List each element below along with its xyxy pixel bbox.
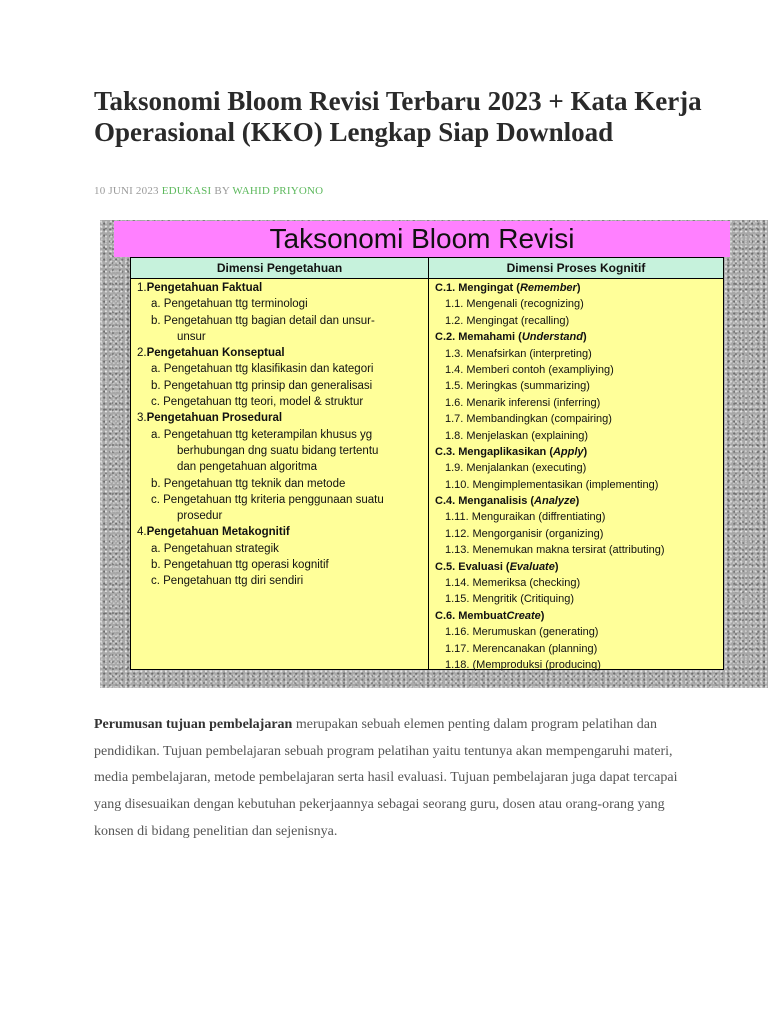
cognitive-subitem <box>435 460 721 476</box>
cognitive-text: 1.2. Mengingat (recalling) <box>445 314 570 327</box>
cognitive-subitem <box>435 296 721 312</box>
cognitive-subitem <box>435 641 721 657</box>
cognitive-subitem <box>435 575 721 591</box>
cognitive-subitem <box>435 378 721 394</box>
cognitive-dimension-header: Dimensi Proses Kognitif <box>429 258 723 279</box>
knowledge-text: prosedur <box>177 510 223 523</box>
cognitive-subitem <box>435 509 721 525</box>
knowledge-subitem <box>137 296 423 312</box>
knowledge-text: b. Pengetahuan ttg bagian detail dan unsur- <box>151 314 375 327</box>
cognitive-category <box>435 559 721 575</box>
cognitive-english-term: Apply <box>552 445 584 458</box>
knowledge-text: Pengetahuan Metakognitif <box>146 526 290 539</box>
cognitive-category <box>435 444 721 460</box>
knowledge-number: 2. <box>137 347 147 360</box>
knowledge-text: c. Pengetahuan ttg teori, model & struktur <box>151 396 364 409</box>
knowledge-subitem <box>137 508 423 524</box>
knowledge-text: b. Pengetahuan ttg operasi kognitif <box>151 559 329 572</box>
post-date: 10 JUNI 2023 <box>94 185 159 197</box>
cognitive-english-term: Analyze <box>534 495 576 508</box>
column-divider <box>428 258 429 669</box>
cognitive-subitem <box>435 395 721 411</box>
knowledge-category <box>137 345 423 361</box>
knowledge-subitem <box>137 443 423 459</box>
knowledge-subitem <box>137 313 423 329</box>
cognitive-close-paren: ) <box>575 495 580 508</box>
by-label: BY <box>214 185 230 197</box>
cognitive-subitem <box>435 313 721 329</box>
knowledge-subitem <box>137 329 423 345</box>
knowledge-subitem <box>137 476 423 492</box>
cognitive-text: 1.5. Meringkas (summarizing) <box>445 380 590 393</box>
cognitive-subitem <box>435 526 721 542</box>
knowledge-text: a. Pengetahuan ttg keterampilan khusus yg <box>151 428 373 441</box>
knowledge-subitem <box>137 394 423 410</box>
knowledge-subitem <box>137 361 423 377</box>
cognitive-dimension-list <box>435 280 721 673</box>
cognitive-text: C.4. Menganalisis ( <box>435 495 535 508</box>
knowledge-dimension-header: Dimensi Pengetahuan <box>131 258 429 279</box>
knowledge-subitem <box>137 492 423 508</box>
cognitive-text: 1.15. Mengritik (Critiquing) <box>445 593 574 606</box>
cognitive-text: 1.7. Membandingkan (compairing) <box>445 413 612 426</box>
cognitive-close-paren: ) <box>554 560 559 573</box>
cognitive-text: C.1. Mengingat ( <box>435 282 520 294</box>
cognitive-text: 1.1. Mengenali (recognizing) <box>445 298 584 311</box>
knowledge-text: dan pengetahuan algoritma <box>177 461 318 474</box>
knowledge-subitem <box>137 459 423 475</box>
cognitive-text: 1.6. Menarik inferensi (inferring) <box>445 396 601 409</box>
cognitive-text: 1.16. Merumuskan (generating) <box>445 626 599 639</box>
paragraph-lead: Perumusan tujuan pembelajaran <box>94 717 293 732</box>
knowledge-subitem <box>137 557 423 573</box>
knowledge-dimension-list <box>137 280 423 590</box>
cognitive-subitem <box>435 542 721 558</box>
category-link[interactable]: EDUKASI <box>161 185 212 197</box>
cognitive-text: C.2. Memahami ( <box>435 331 522 344</box>
cognitive-text: 1.3. Menafsirkan (interpreting) <box>445 347 592 360</box>
featured-image <box>100 220 768 688</box>
cognitive-subitem <box>435 657 721 673</box>
author-link[interactable]: WAHID PRIYONO <box>232 185 324 197</box>
knowledge-text: Pengetahuan Prosedural <box>146 412 283 425</box>
knowledge-text: b. Pengetahuan ttg teknik dan metode <box>151 477 346 490</box>
knowledge-number: 3. <box>137 412 147 425</box>
knowledge-category <box>137 280 423 296</box>
cognitive-text: C.6. Membuat <box>435 609 507 622</box>
cognitive-text: C.5. Evaluasi ( <box>435 560 510 573</box>
cognitive-category <box>435 608 721 624</box>
cognitive-category <box>435 280 721 296</box>
cognitive-english-term: Create <box>506 609 541 622</box>
cognitive-category <box>435 329 721 345</box>
cognitive-text: 1.10. Mengimplementasikan (implementing) <box>445 478 659 491</box>
cognitive-text: 1.12. Mengorganisir (organizing) <box>445 527 604 540</box>
cognitive-text: 1.9. Menjalankan (executing) <box>445 462 587 475</box>
cognitive-close-paren: ) <box>540 609 545 622</box>
cognitive-subitem <box>435 362 721 378</box>
knowledge-text: b. Pengetahuan ttg prinsip dan generalisasi <box>151 379 373 392</box>
cognitive-close-paren: ) <box>576 282 581 294</box>
knowledge-number: 4. <box>137 526 147 539</box>
article-title: Taksonomi Bloom Revisi Terbaru 2023 + Kata Kerja Operasional (KKO) Lengkap Siap Download <box>94 86 702 147</box>
cognitive-text: 1.18. (Memproduksi (producing) <box>445 658 601 671</box>
knowledge-category <box>137 524 423 540</box>
knowledge-text: c. Pengetahuan ttg kriteria penggunaan suatu <box>151 493 384 506</box>
knowledge-text: Pengetahuan Faktual <box>146 282 263 294</box>
cognitive-text: 1.4. Memberi contoh (exampliying) <box>445 363 614 376</box>
knowledge-subitem <box>137 541 423 557</box>
image-banner-title: Taksonomi Bloom Revisi <box>114 221 730 257</box>
cognitive-text: 1.8. Menjelaskan (explaining) <box>445 429 589 442</box>
knowledge-text: a. Pengetahuan ttg klasifikasin dan kategori <box>151 363 374 376</box>
paragraph-text: merupakan sebuah elemen penting dalam program pelatihan dan pendidikan. Tujuan pembelajaran sebuah program pelatihan yaitu tentunya akan mempengaruhi materi, media pembelajaran, metode pembelajaran serta hasil evaluasi. Tujuan pembelajaran juga dapat tercapai yang disesuaikan dengan kebutuhan pekerjaannya sebagai seorang guru, dosen atau orang-orang yang konsen di bidang penelitian dan sejenisnya. <box>94 717 678 839</box>
knowledge-text: a. Pengetahuan ttg terminologi <box>151 298 308 311</box>
cognitive-subitem <box>435 411 721 427</box>
cognitive-subitem <box>435 428 721 444</box>
cognitive-text: 1.13. Menemukan makna tersirat (attributing) <box>445 544 665 557</box>
cognitive-text: 1.11. Menguraikan (diffrentiating) <box>445 511 606 524</box>
cognitive-subitem <box>435 346 721 362</box>
cognitive-english-term: Remember <box>519 282 577 294</box>
knowledge-subitem <box>137 378 423 394</box>
cognitive-close-paren: ) <box>582 331 587 344</box>
cognitive-close-paren: ) <box>583 445 588 458</box>
cognitive-english-term: Evaluate <box>509 560 555 573</box>
knowledge-text: Pengetahuan Konseptual <box>146 347 285 360</box>
knowledge-text: berhubungan dng suatu bidang tertentu <box>177 444 379 457</box>
cognitive-subitem <box>435 477 721 493</box>
knowledge-category <box>137 410 423 426</box>
knowledge-text: a. Pengetahuan strategik <box>151 542 279 555</box>
article-meta <box>94 185 323 197</box>
knowledge-number: 1. <box>137 282 147 294</box>
cognitive-text: 1.14. Memeriksa (checking) <box>445 577 581 590</box>
cognitive-subitem <box>435 591 721 607</box>
knowledge-subitem <box>137 573 423 589</box>
knowledge-subitem <box>137 427 423 443</box>
article-paragraph <box>94 712 694 846</box>
taxonomy-table <box>130 257 724 670</box>
cognitive-category <box>435 493 721 509</box>
cognitive-subitem <box>435 624 721 640</box>
knowledge-text: c. Pengetahuan ttg diri sendiri <box>151 575 304 588</box>
knowledge-text: unsur <box>177 330 206 343</box>
cognitive-english-term: Understand <box>521 331 583 344</box>
cognitive-text: 1.17. Merencanakan (planning) <box>445 642 598 655</box>
cognitive-text: C.3. Mengaplikasikan ( <box>435 445 553 458</box>
